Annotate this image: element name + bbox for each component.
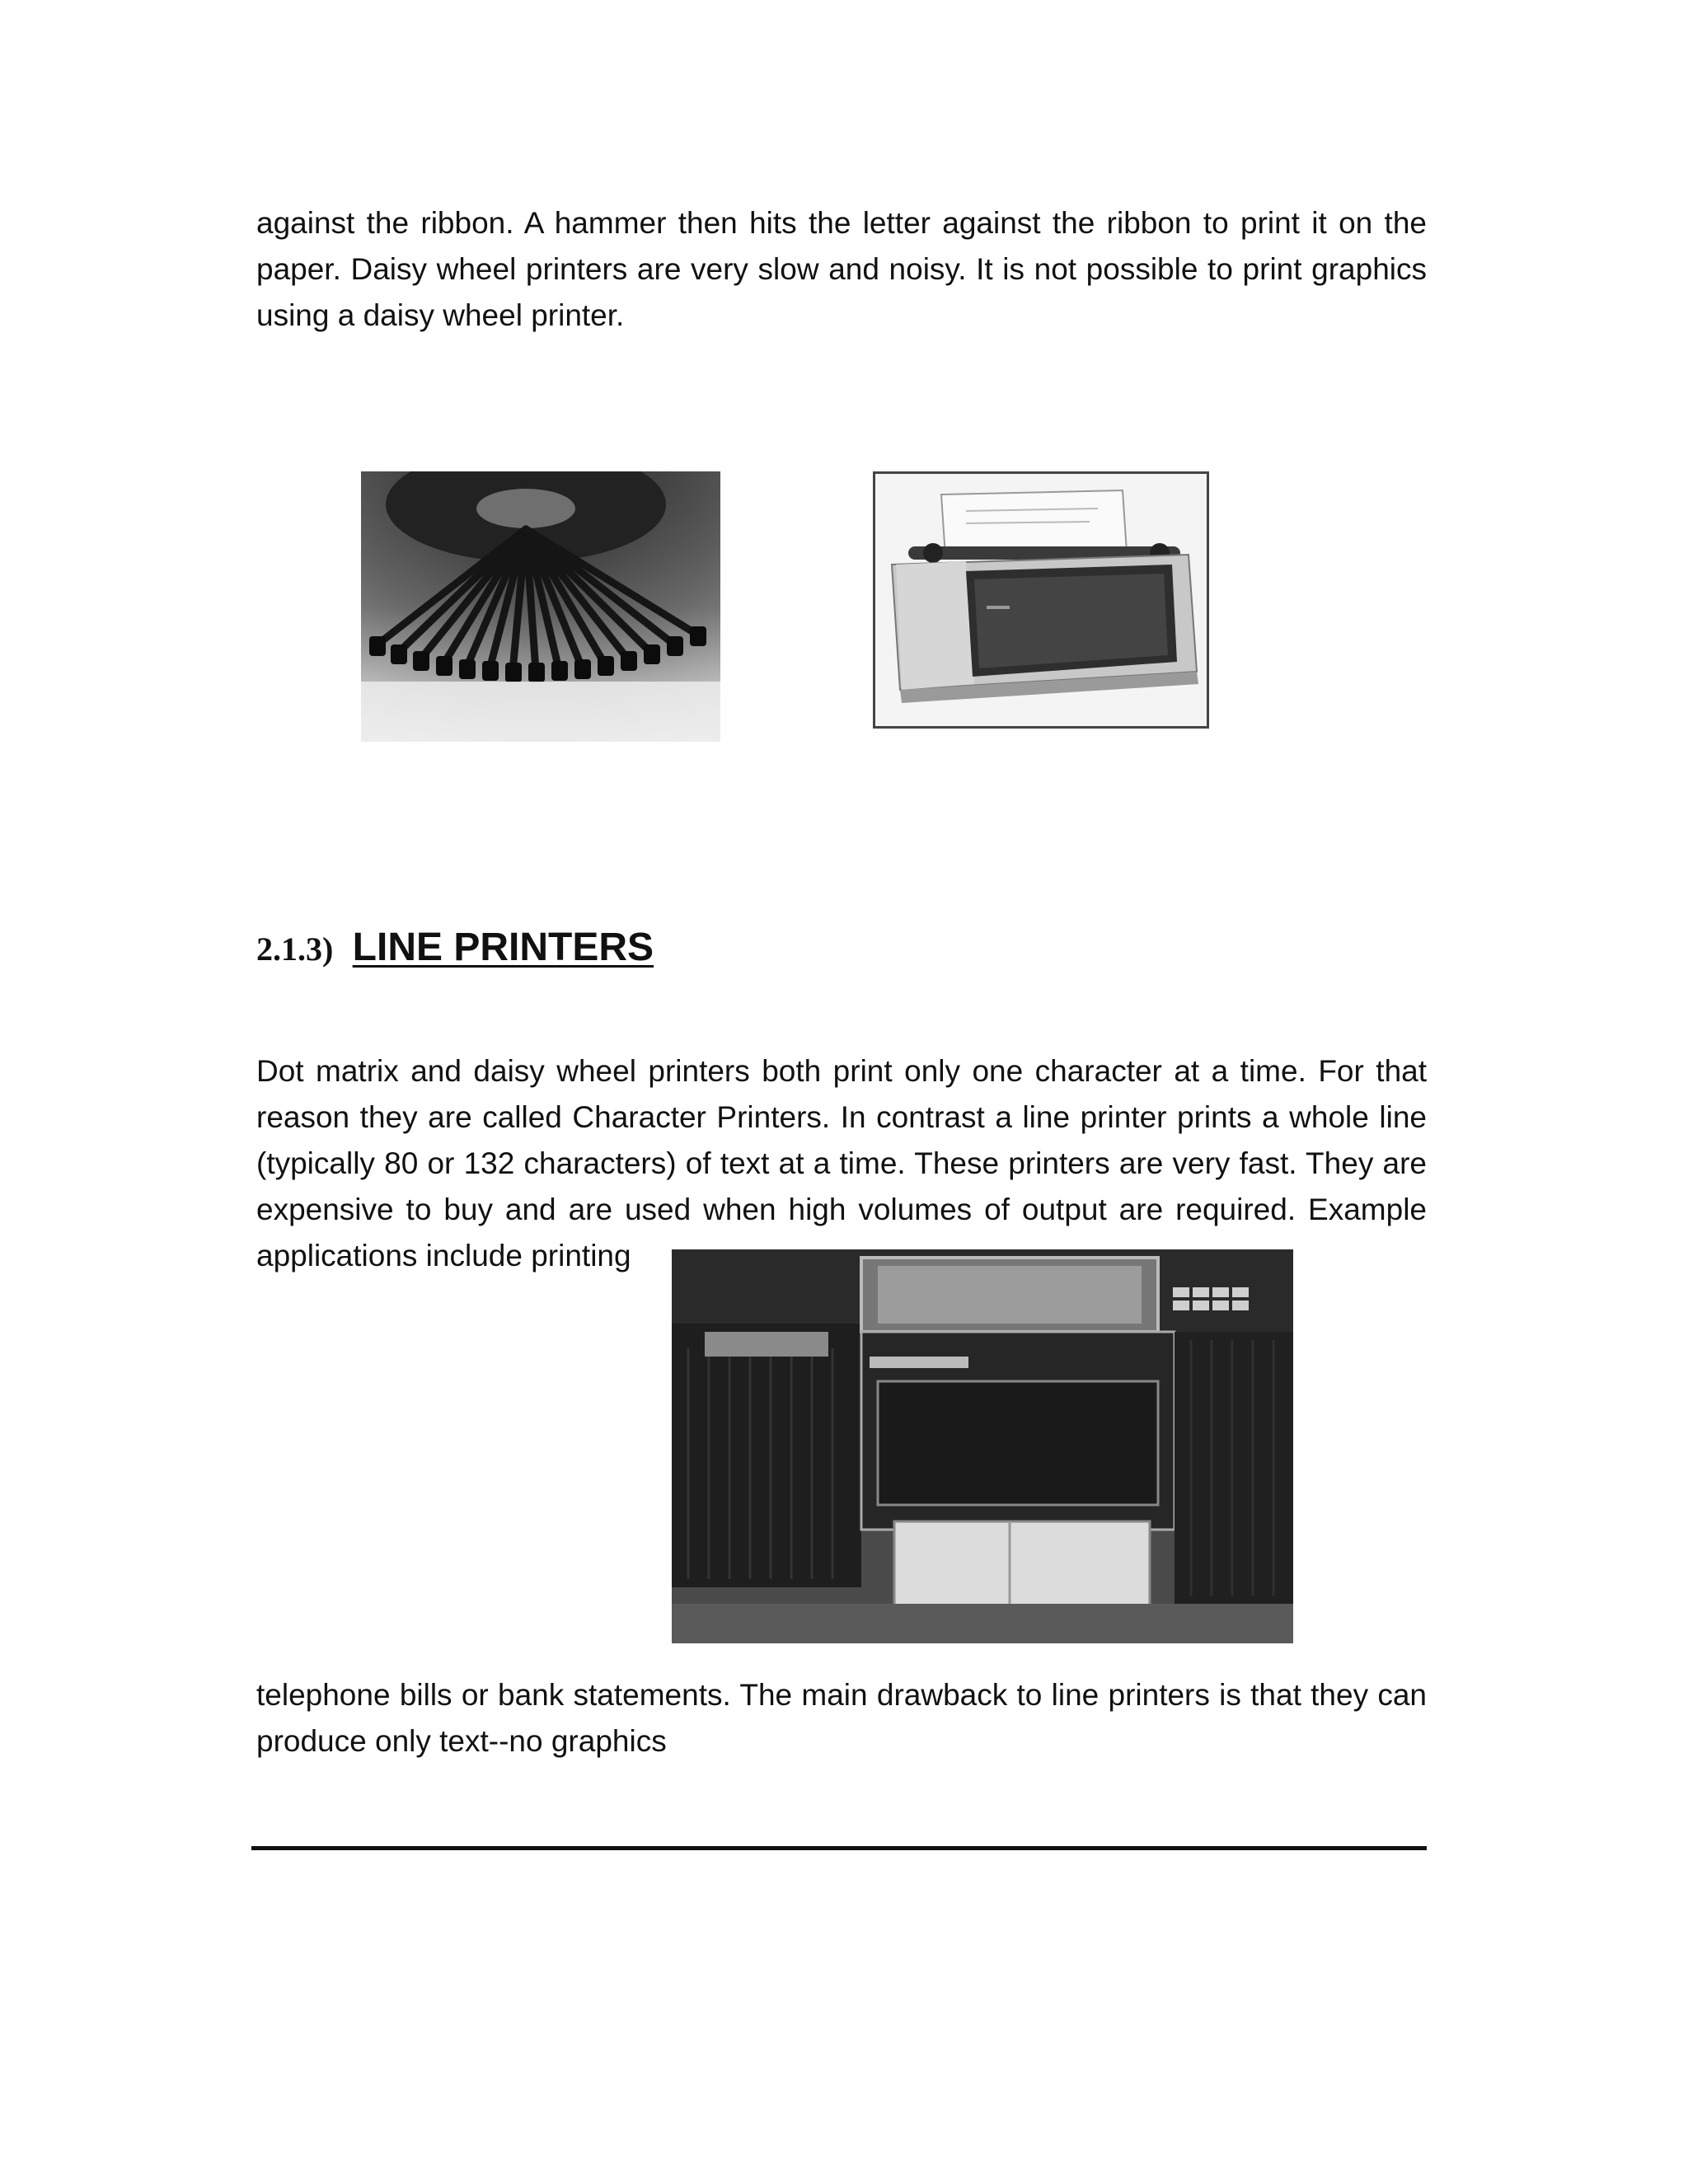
intro-paragraph: against the ribbon. A hammer then hits the letter against the ribbon to print it on the paper. Daisy wheel printers are very slow and noisy. It is not possible to print graphics using a daisy wheel printer. bbox=[256, 206, 1427, 332]
line-printer-image bbox=[672, 1249, 1293, 1643]
line-printers-paragraph-b: telephone bills or bank statements. The main drawback to line printers is that they can produce only text--no graphics bbox=[256, 1678, 1427, 1758]
daisy-wheel-image bbox=[361, 471, 720, 742]
line-printer-photo bbox=[672, 1249, 1293, 1643]
daisy-wheel-photo bbox=[361, 471, 720, 742]
section-title: LINE PRINTERS bbox=[352, 926, 654, 969]
footer-rule bbox=[251, 1846, 1427, 1850]
section-heading bbox=[256, 923, 654, 974]
daisy-wheel-printer-photo bbox=[873, 471, 1209, 729]
section-number: 2.1.3) bbox=[256, 930, 334, 968]
daisy-wheel-printer-image bbox=[875, 474, 1207, 726]
line-printers-paragraph-a: Dot matrix and daisy wheel printers both print only one character at a time. For that reason they are called Character Printers. In contrast a line printer prints a whole line (typically 80 or 132 characters) of text at a time. These printers are very fast. They are expensive to buy and are used when high volumes of output are required. Example applications include printing bbox=[256, 1054, 1427, 1272]
